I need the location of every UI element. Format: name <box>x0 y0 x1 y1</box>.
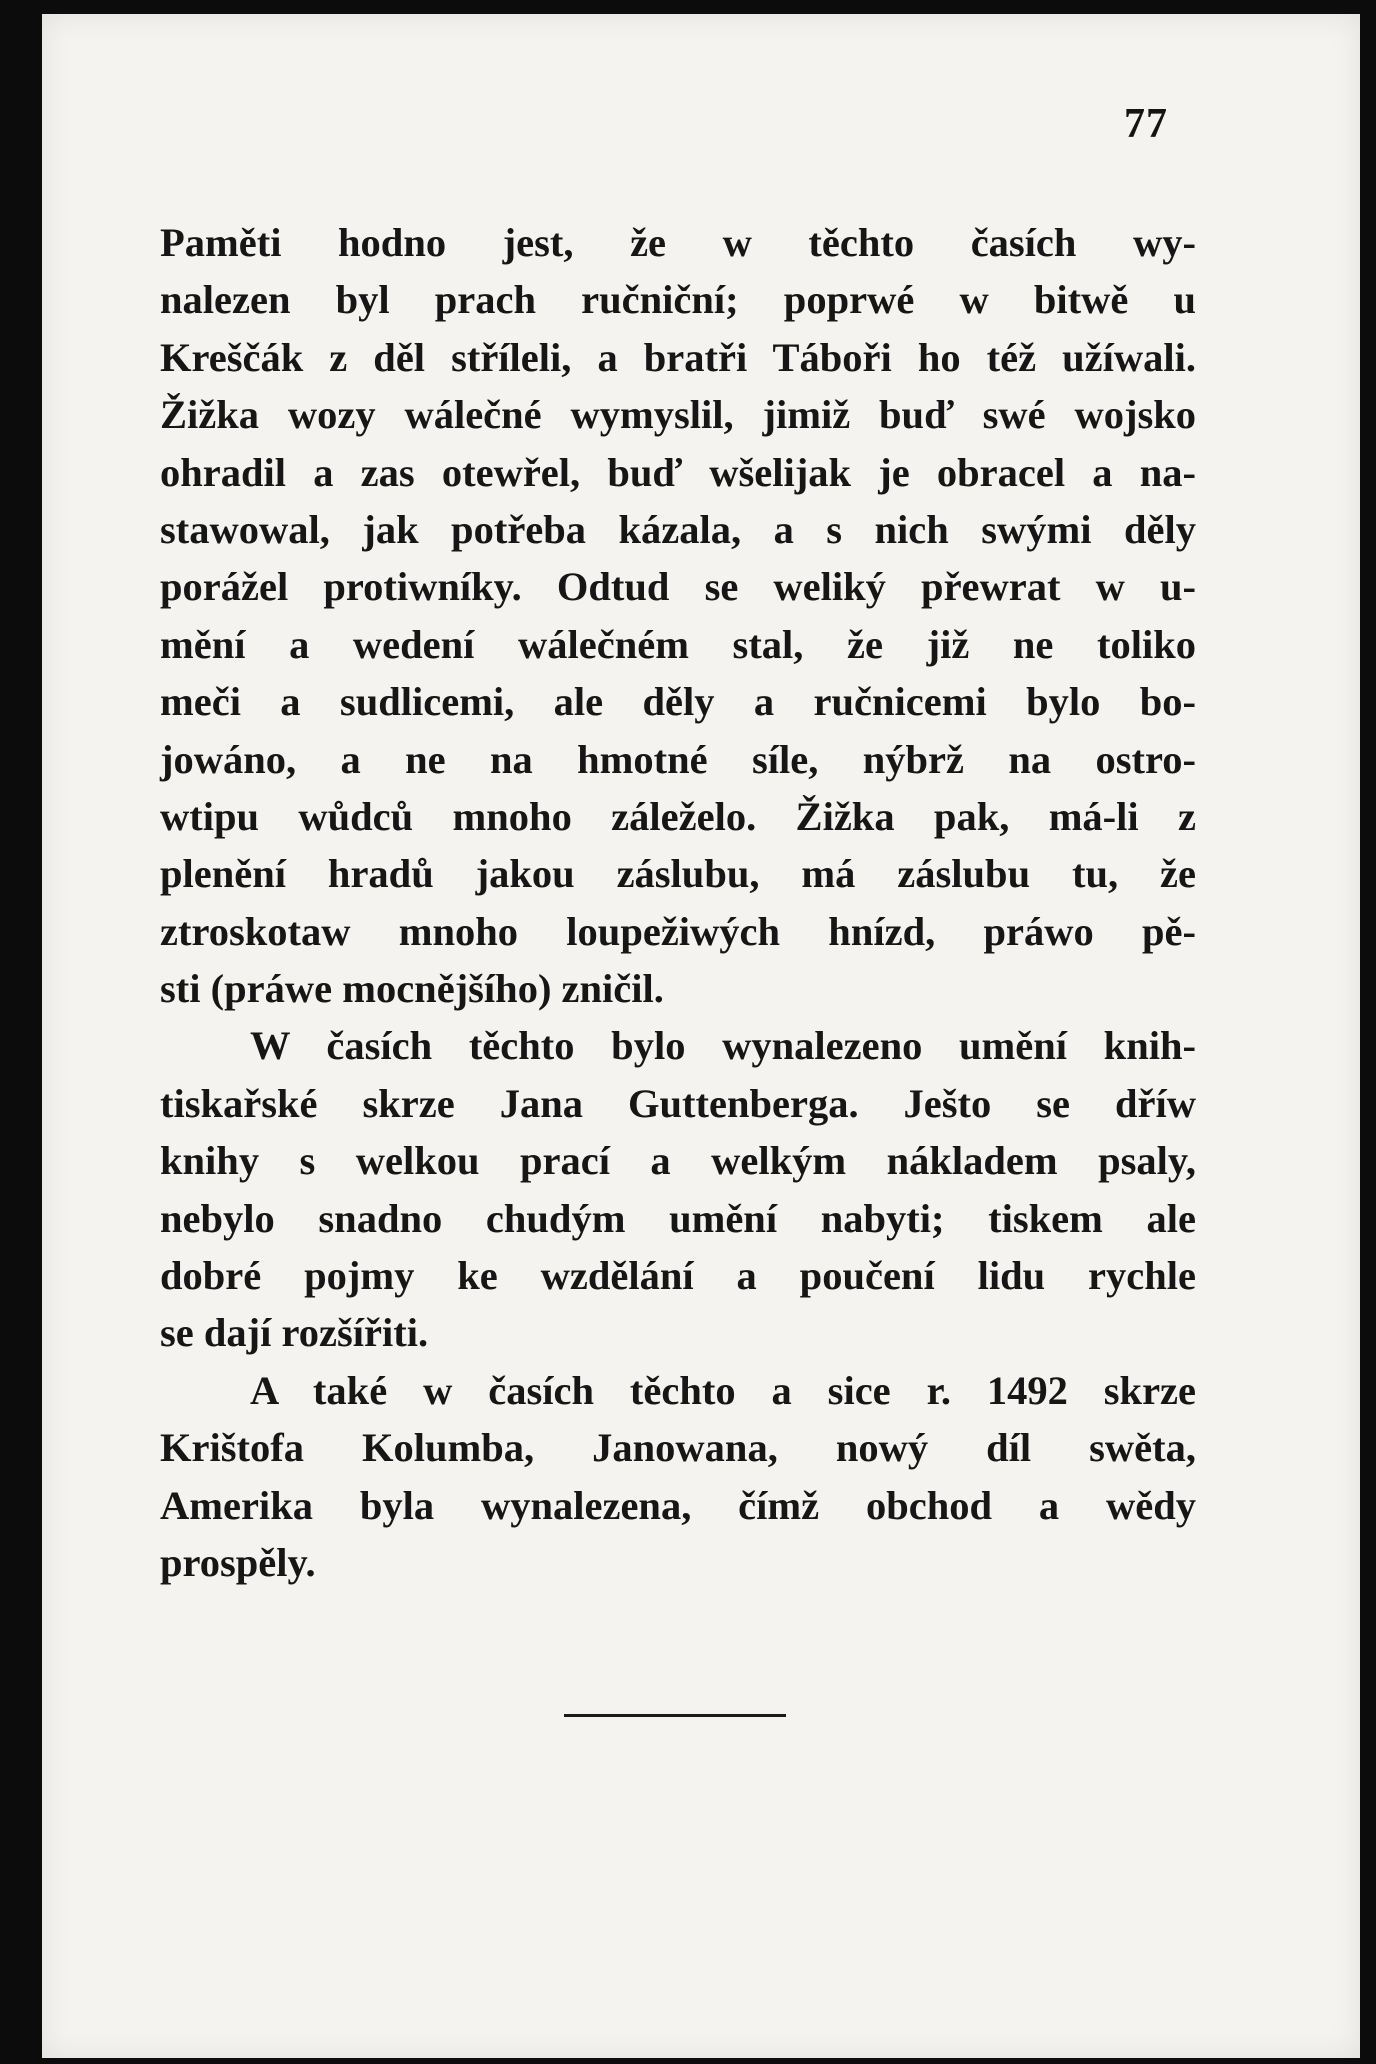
text-line: meči a sudlicemi, ale děly a ručnicemi bylo bo- <box>160 679 1196 725</box>
section-divider <box>564 1714 786 1717</box>
text-line: stawowal, jak potřeba kázala, a s nich swými děly <box>160 506 1196 552</box>
text-line: prospěly. <box>160 1539 316 1585</box>
body-text <box>160 214 1196 1591</box>
text-line: mění a wedení wálečném stal, že již ne toliko <box>160 621 1196 667</box>
text-line: Paměti hodno jest, že w těchto časích wy- <box>160 220 1196 265</box>
text-line: W časích těchto bylo wynalezeno umění knih- <box>250 1023 1196 1069</box>
text-line: A také w časích těchto a sice r. 1492 skrze <box>250 1367 1196 1413</box>
text-line: porážel protiwníky. Odtud se weliký přewrat w u- <box>160 564 1196 610</box>
text-line: nalezen byl prach ručniční; poprwé w bitwě u <box>160 277 1196 323</box>
text-line: sti (práwe mocnějšího) zničil. <box>160 966 664 1012</box>
book-page <box>42 14 1360 2058</box>
text-line: Žižka wozy wálečné wymyslil, jimiž buď swé wojsko <box>160 392 1196 438</box>
text-line: plenění hradů jakou záslubu, má záslubu tu, že <box>160 851 1196 897</box>
text-line: Kreščák z děl stříleli, a bratři Táboři ho též užíwali. <box>160 334 1196 380</box>
text-line: se dají rozšířiti. <box>160 1310 429 1356</box>
text-line: ztroskotaw mnoho loupežiwých hnízd, práwo pě- <box>160 908 1196 954</box>
text-line: knihy s welkou prací a welkým nákladem psaly, <box>160 1138 1196 1184</box>
text-line: jowáno, a ne na hmotné síle, nýbrž na ostro- <box>160 736 1196 782</box>
text-line: dobré pojmy ke wzdělání a poučení lidu rychle <box>160 1253 1196 1299</box>
page-number: 77 <box>1124 101 1168 147</box>
text-line: wtipu wůdců mnoho záleželo. Žižka pak, má-li z <box>160 793 1196 839</box>
text-line: Amerika byla wynalezena, čímž obchod a wědy <box>160 1482 1196 1528</box>
text-line: ohradil a zas otewřel, buď wšelijak je obracel a na- <box>160 449 1196 495</box>
text-line: nebylo snadno chudým umění nabyti; tiskem ale <box>160 1195 1196 1241</box>
text-line: Krištofa Kolumba, Janowana, nowý díl swěta, <box>160 1425 1196 1471</box>
text-line: tiskařské skrze Jana Guttenberga. Ješto se dříw <box>160 1080 1196 1126</box>
